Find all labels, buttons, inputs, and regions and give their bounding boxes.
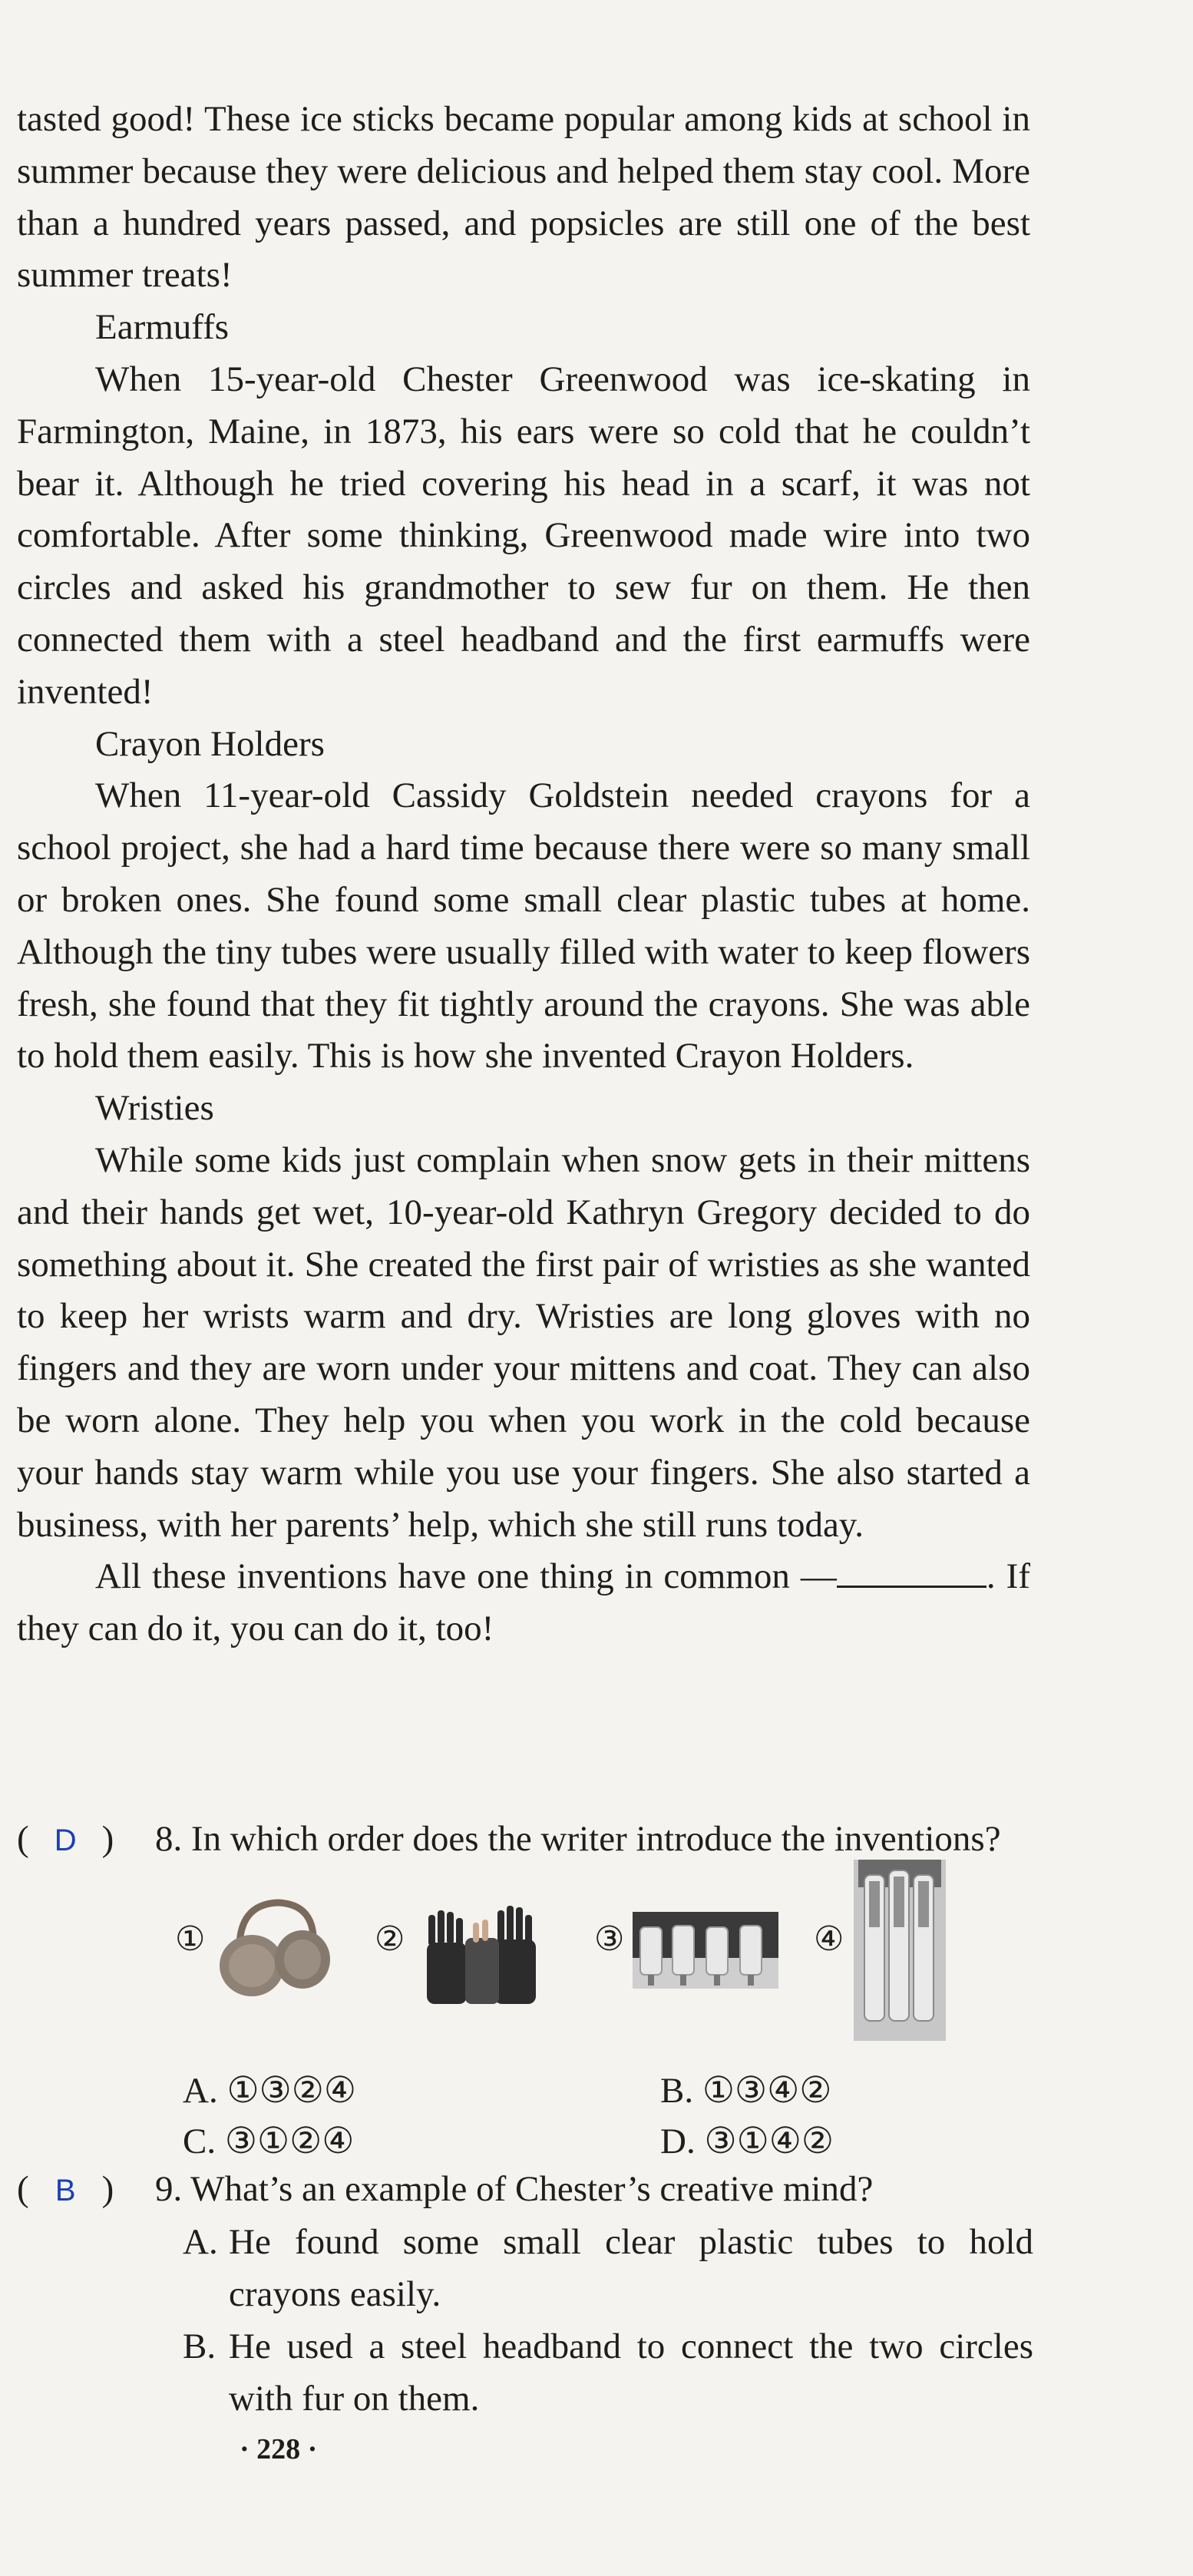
q9-option-a-text: He found some small clear plastic tubes to hold crayons easily.: [229, 2222, 1033, 2314]
heading-wristies: Wristies: [95, 1088, 214, 1129]
paragraph-earmuffs: When 15-year-old Chester Greenwood was ice-skating in Farmington, Maine, in 1873, his ears were so cold that he couldn’t bear it. Although he tried covering his head in a scarf, it was not comfortable. After some thinking, Greenwood made wire into two circles and asked his grandmother to sew fur on them. He then connected them with a steel headband and the first earmuffs were invented!: [17, 359, 1030, 712]
answer-q8: D: [54, 1824, 77, 1857]
conclusion-text-b: . If they can do it, you can do it, too!: [17, 1556, 1030, 1649]
option-a[interactable]: A. ①③②④: [183, 2071, 356, 2111]
q9-option-b[interactable]: [183, 2320, 1033, 2425]
paren-close: ): [101, 1819, 114, 1859]
answer-paren-q8: [17, 1814, 163, 1867]
paren-open: (: [17, 1819, 29, 1859]
paragraph-crayon-holders: When 11-year-old Cassidy Goldstein needed crayons for a school project, she had a hard time because there were so many small or broken ones. She found some small clear plastic tubes at home. Although the tiny tubes were usually filled with water to keep flowers fresh, she found that they fit tightly around the crayons. She was able to hold them easily. This is how she invented Crayon Holders.: [17, 775, 1030, 1076]
page-number: · 228 ·: [240, 2433, 318, 2465]
heading-earmuffs: Earmuffs: [95, 307, 230, 348]
question-8-text: 8. In which order does the writer introduce the inventions?: [155, 1819, 1001, 1859]
q9-option-b-text: He used a steel headband to connect the two circles with fur on them.: [229, 2326, 1033, 2419]
paragraph-wristies: While some kids just complain when snow gets in their mittens and their hands get wet, 10-year-old Kathryn Gregory decided to do something about it. She created the first pair of wristies as she wanted to keep her wrists warm and dry. Wristies are long gloves with no fingers and they are worn under your mittens and coat. They can also be worn alone. They help you when you work in the cold because your hands stay warm while you use your fingers. She also started a business, with her parents’ help, which she still runs today.: [17, 1139, 1030, 1545]
option-c[interactable]: C. ③①②④: [183, 2121, 355, 2161]
question-9: [17, 2164, 1030, 2217]
paren-close: ): [101, 2169, 114, 2209]
paragraph-conclusion: [17, 1551, 1030, 1655]
answer-q9: B: [55, 2174, 76, 2207]
crayon-tubes-image: [854, 1860, 946, 2041]
q9-option-b-letter: B.: [183, 2326, 216, 2366]
fill-in-blank[interactable]: [837, 1552, 986, 1588]
q9-option-a-letter: A.: [183, 2222, 218, 2262]
passage: [17, 94, 1030, 1655]
paragraph-popsicles-end: tasted good! These ice sticks became popular among kids at school in summer because they were delicious and helped them stay cool. More than a hundred years passed, and popsicles are still one of the best summer treats!: [17, 99, 1030, 296]
crayon-holders-image: [633, 1912, 778, 1989]
label-2: ②: [375, 1920, 405, 1958]
heading-crayon-holders: Crayon Holders: [95, 723, 325, 764]
paren-open: (: [17, 2169, 29, 2209]
label-4: ④: [814, 1920, 844, 1958]
q9-option-a[interactable]: [183, 2216, 1033, 2320]
earmuffs-image: [216, 1898, 333, 1999]
label-1: ①: [175, 1920, 206, 1958]
option-b[interactable]: B. ①③④②: [660, 2071, 832, 2111]
answer-paren-q9: [17, 2164, 163, 2217]
option-d[interactable]: D. ③①④②: [660, 2121, 834, 2161]
wristies-image: [418, 1900, 552, 2007]
label-3: ③: [594, 1920, 625, 1958]
question-8-images: [0, 1866, 1193, 2058]
conclusion-text-a: All these inventions have one thing in common —: [95, 1556, 837, 1597]
question-9-text: 9. What’s an example of Chester’s creative mind?: [155, 2169, 874, 2209]
